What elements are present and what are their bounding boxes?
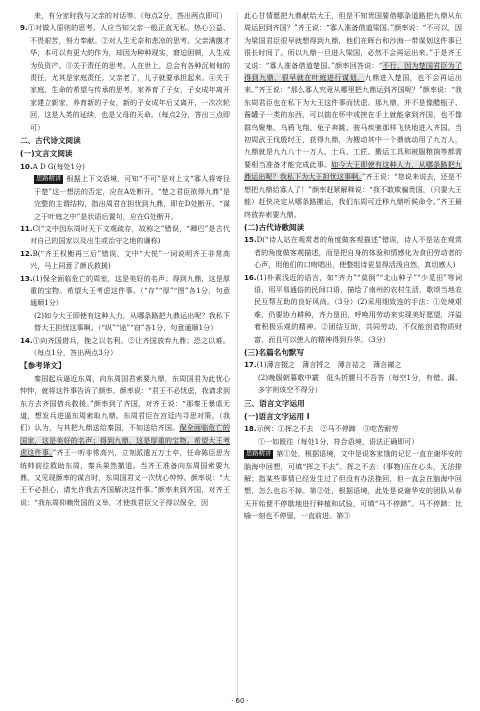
- question-number: 14.: [20, 335, 33, 345]
- translation-paragraph: [20, 373, 230, 509]
- subsection-classical-prose: (一)文言文阅读: [20, 149, 73, 159]
- explanation-text: 第①处，根据语境，文中是说客家饿的记忆一直在谢华安的脑海中回想，可填“挥之不去”。挥之不去：(事物)压在心头，无法排解；指某些事情已经发生过了但没有办法挽回，但一直会在脑海中回想，怎么也忘不掉。第②处，根据语境，此处是说谢华安的团队从春天开始便不停歇地进行种植和试验，可填“马不停蹄”。马不停蹄：比喻一刻也不停留，一直前进。第③: [244, 449, 462, 521]
- explanation-text: 根据上下文语境，可知“不可”是对上文“寡人将寄径于楚”这一想法的否定，应在A处断开。“楚之君臣欲得九鼎”是完整的主谓结构，指出周君在担忧到九鼎，即在D处断开。“谋之于叶庭之中”是状语后置句，应在G处断开。: [34, 174, 230, 221]
- answer-12: [20, 248, 230, 273]
- translation-text: ”齐王说：“您说来说去，还是不想把九鼎给寡人了！”颜率赶紧解释说：“我不敢欺骗贵国，（只要大王能）赶快决定从哪条路搬运，我们东周可迁移九鼎听候命令。”齐王最终放弃索要九鼎。: [244, 172, 462, 219]
- reference-translation-heading: 【参考译文】: [20, 361, 66, 371]
- question-number: 17.: [244, 360, 257, 370]
- answer-text: 示例：①挥之不去 ②马不停蹄 ③吃苦耐劳: [256, 424, 399, 434]
- answer-17: [244, 359, 462, 371]
- explanation-18: [244, 448, 462, 522]
- answer-text: D(“诗人站在观赏者的角度做客观描述”错误，诗人不是站在观赏者的角度做客观描述，而是把自身的体验和情感化为食田劳动者的心声，用他们的口吻唱出，使整组诗更显得活泼自然，真切感人): [254, 235, 462, 270]
- translation-continuation: [244, 10, 462, 221]
- answer-10: [20, 161, 230, 173]
- right-column: [244, 10, 462, 523]
- answer-text: (1)保全面临危亡的周室，这是美好的名声；得到九鼎，这是厚重的宝物。希望大王考虑这件事。（“存”“厚”“图”各1分，句意通顺1分）: [30, 273, 230, 308]
- question-number: 10.: [20, 161, 33, 171]
- translation-text: 九鼎进入楚国，也不会再运出来。”齐王说：“那么寡人究竟从哪里把九鼎运到齐国呢？”颜率说：“我东周君臣也在私下为大王这件事而忧虑。那九鼎，并不是像醋瓶子、酱罐子一类的东西，可以揣在怀中或挟在手上就能拿到齐国，也不像群鸟聚集、乌鸦飞翔、兔子奔跳、骏马疾驰那样飞快地进入齐国。当初周武王伐殷纣王，获得九鼎，为搬动其中一个鼎就动用了九万人，九鼎就是九九八十一万人，士兵、工匠、搬运工具和被服粮饷等都需要相当准备才能完成此事。: [244, 73, 463, 169]
- answer-13-part-2: (2)如今大王即使有这种人力，从哪条路把九鼎运出呢？我私下替大王担忧这事啊。（“纵”“途”“窃”各1分，句意通顺1分）: [34, 310, 230, 333]
- highlighted-translation: 如今大王即使有这种人力，从哪条路把九鼎运出呢？我私下为大王担忧这事啊。: [244, 159, 463, 182]
- question-number: 11.: [20, 223, 33, 233]
- translation-text: 秦国起兵逼近东周，向东周国君索要九鼎，东周国君为此忧心忡忡，就将这件事告诉了颜率。颜率说：“君王不必忧虑，我请求到东方去齐国借兵救援。”颜率到了齐国，对齐王说：“那秦王暴虐无道，想发兵进逼东周索取九鼎。东周君臣在宫廷内寻思对策，（我们）认为，与其把九鼎送给秦国，不如送给齐国。: [20, 373, 230, 433]
- answer-17-part-2: (2)晚服朝暮歌中霰 低头折腰只不吾答（每空1分，有错、漏、多字则该空不得分）: [258, 372, 462, 395]
- answer-14: [20, 335, 230, 360]
- answer-text: (1)薄言掇之 薄言捋之 薄言袺之 薄言襭之: [256, 360, 402, 370]
- question-number: 15.: [244, 235, 257, 245]
- answer-text: ①向齐国借兵，挽之以名利。②让齐国放弃九鼎；恐之以难。（每点1分，答出两点3分）: [30, 335, 230, 357]
- left-column: [20, 10, 230, 509]
- highlighted-translation: 保全面临危亡的国家，这是美好的名声；得到九鼎，这是厚重的宝物。希望大王考虑这件事。: [20, 423, 231, 458]
- subsection-poetry: (二)古代诗歌阅读: [244, 222, 305, 232]
- answer-continuation: 来，有分家时我与父亲的对话等。（每点2分，答出两点即可）: [34, 11, 227, 20]
- answer-15: [244, 234, 462, 271]
- question-number: 13.: [20, 273, 33, 283]
- answer-9: [20, 22, 230, 134]
- question-number: 12.: [20, 248, 33, 258]
- section-heading-ancient-texts: 二、古代诗文阅读: [20, 136, 81, 146]
- question-number: 9.: [20, 23, 28, 33]
- subsection-language-use-1: (一)语言文字运用 Ⅰ: [244, 412, 310, 421]
- answer-text: B(“齐王权衡再三后”错误，文中“大悦”一词说明齐王非常高兴，马上同意了颜氏救援): [30, 248, 230, 271]
- translation-text: 此心甘情愿把九鼎献给大王，但是不知贵国要借哪条道路把九鼎从东周运回到齐国？”齐王说：“寡人准备借道梁国。”颜率说：“不可以，因为梁国君臣很早就想得到九鼎，他们在晖台和沙海一带谋划这件事已很长时间了。所以九鼎一旦进入梁国，必然不会再运出来。”于是齐王又说：“寡人准备借道楚国。”颜率回答说：“: [244, 11, 462, 70]
- answer-text: A D G(每处1分): [32, 161, 85, 171]
- answer-11: [20, 223, 230, 248]
- answer-18: [244, 423, 462, 435]
- section-heading-language-use: 三、语言文字运用: [244, 398, 305, 408]
- answer-text: ①对做人原则的思考。人应当知父亲一般正直无私、热心公益、不畏艰苦，努力奉献。②对人生无奈和悲凉的思考。父亲满腹才华，本可以有更大的作为，却因为种种现实，窘迫困顿，人生成为负资产。③关于责任的思考。人在世上，总会有各种沉甸甸的责任，尤其是家庭责任。父亲老了，儿子就要承担起来。④关于家庭、生命的希望与传承的思考。家养育了子女，子女成年离开家建立新家，养育新的子女，新的子女成年后又离开，一次次轮回，这是人类的延续，也是父母的天命。（每点2分，答出三点即可）: [27, 23, 230, 132]
- explanation-tag: 思路精讲: [246, 450, 272, 458]
- answer-16: [244, 272, 462, 346]
- page-number: · 60 ·: [231, 697, 249, 705]
- explanation-tag: 思路精讲: [36, 175, 62, 183]
- answer-text: C(“文中因东周时天下文观疏存，故称之”错误，“卿巴”是古代对自己的国家以及出生或治守之地的谦称): [30, 223, 230, 246]
- answer-text: (1)朴素浅近的语言，如“齐力”“莫倒”“北山种子”“少觅田”等词语，用平易通俗的民间口语，描绘了南州的农村生活，歌颂当地农民互帮互助的良好风尚。（3分）(2)采用细致连的手法：①处境艰难，仍要协力耕种，齐力垦田，呼唤用劳动来实现美好愿望，洋溢着积极乐观的精神。②团结互助，共同劳动，不仅能创造物质财富，而且可以使人的精神得到升华。（3分）: [254, 272, 462, 344]
- subsection-famous-lines: (三)名篇名句默写: [244, 347, 305, 357]
- answer-13: [20, 273, 230, 310]
- translation-text: ”齐王一听非常高兴，立刻派遣五万士卒，任命陈臣思为统帅前往救助东周，秦兵果然撤退。当齐王准备向东周国索要九鼎，又见现颜率的谋言时，东周国君又一次忧心忡忡。颜率说：“大王不必担心，请允许我去齐国解决这件事。”颜率来到齐国，对齐王说：“我东周仰赖贵国的义举，才使我君臣父子得以保全，因: [20, 448, 231, 507]
- question-number: 16.: [244, 272, 257, 282]
- highlighted-translation: 不行，因为楚国君臣为了得到九鼎，很早就在叶庭进行谋划。: [244, 60, 462, 83]
- answer-18-part-2: ①一如既往（每处1分，符合语境，语法正确即可）: [258, 436, 419, 446]
- question-number: 18.: [244, 424, 257, 434]
- explanation-10: [20, 173, 230, 223]
- column-divider: [237, 12, 238, 697]
